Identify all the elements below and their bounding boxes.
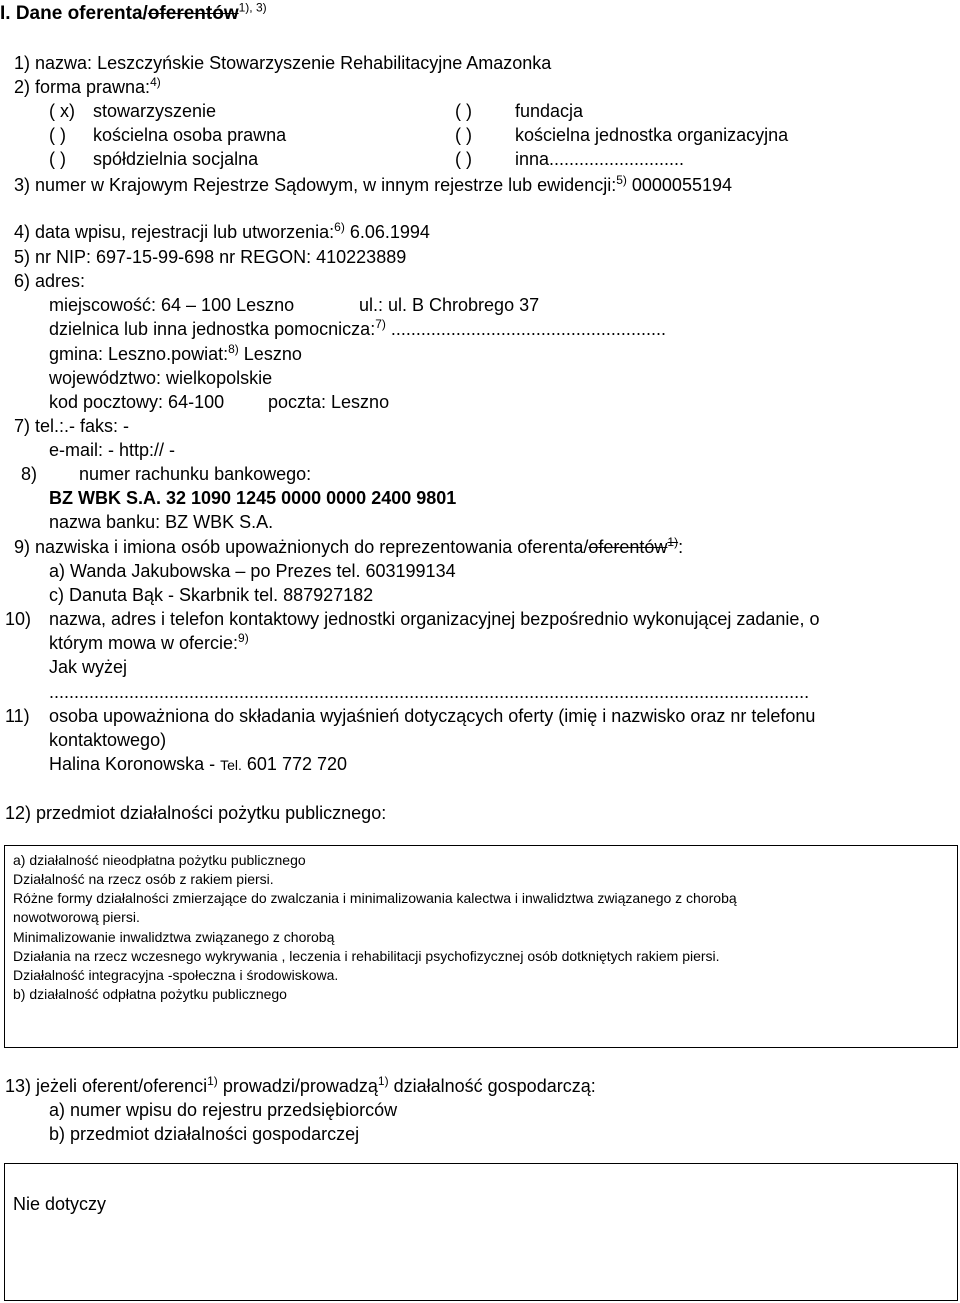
address-city: miejscowość: 64 – 100 Leszno — [49, 295, 295, 315]
contact-person-phone: 601 772 720 — [246, 754, 348, 774]
address-gmina-text: gmina: Leszno.powiat: — [49, 344, 229, 364]
activities-box — [4, 845, 958, 1048]
item-business-sup2: 1) — [377, 1074, 389, 1088]
address-district-label: dzielnica lub inna jednostka pomocnicza: — [49, 319, 376, 339]
item-contact-line2: kontaktowego) — [49, 730, 167, 750]
item-registration-date — [14, 220, 430, 242]
item-unit-line2 — [49, 631, 249, 653]
bank-name: nazwa banku: BZ WBK S.A. — [49, 512, 274, 532]
legal-form-option[interactable] — [455, 102, 472, 120]
item-public-benefit: 12) przedmiot działalności pożytku publicznego: — [5, 803, 387, 823]
item-krs-footnote: 5) — [616, 173, 627, 187]
legal-form-mark: ( ) — [49, 125, 66, 145]
legal-form-option[interactable] — [455, 150, 472, 168]
activity-line: Działania na rzecz wczesnego wykrywania , leczenia i rehabilitacji psychofizycznej osób dotkniętych rakiem piersi. — [13, 948, 720, 964]
item-unit-line1: nazwa, adres i telefon kontaktowy jednostki organizacyjnej bezpośrednio wykonującej zadanie, o — [49, 609, 820, 629]
item-name-label: 1) nazwa: — [14, 53, 93, 73]
item-legal-form-label: 2) forma prawna: — [14, 77, 151, 97]
legal-form-mark: ( ) — [455, 149, 472, 169]
item-krs-label: 3) numer w Krajowym Rejestrze Sądowym, w innym rejestrze lub ewidencji: — [14, 175, 617, 195]
item-phone-fax: 7) tel.:.- faks: - — [14, 416, 130, 436]
legal-form-label — [515, 150, 684, 168]
activity-line: nowotworową piersi. — [13, 909, 140, 925]
item-name-value: Leszczyńskie Stowarzyszenie Rehabilitacyjne Amazonka — [97, 53, 552, 73]
item-representatives-struck: oferentów — [588, 537, 668, 557]
activity-line: a) działalność nieodpłatna pożytku publicznego — [13, 852, 306, 868]
item-nip-regon: 5) nr NIP: 697-15-99-698 nr REGON: 410223889 — [14, 247, 407, 267]
representative-c: c) Danuta Bąk - Skarbnik tel. 887927182 — [49, 585, 374, 605]
address-district-footnote: 7) — [375, 317, 386, 331]
section-title — [0, 0, 267, 24]
legal-form-label — [93, 126, 286, 144]
legal-form-option[interactable] — [455, 126, 472, 144]
legal-form-option[interactable] — [49, 102, 75, 120]
item-business-activity — [5, 1074, 596, 1096]
legal-form-mark: ( ) — [455, 101, 472, 121]
representative-a: a) Wanda Jakubowska – po Prezes tel. 603199134 — [49, 561, 456, 581]
address-street: ul.: ul. B Chrobrego 37 — [359, 295, 540, 315]
legal-form-label — [93, 102, 216, 120]
legal-form-option[interactable] — [49, 150, 66, 168]
legal-form-text: stowarzyszenie — [93, 101, 217, 121]
item-email-www: e-mail: - http:// - — [49, 440, 176, 460]
item-unit-num: 10) — [5, 609, 32, 629]
item-krs-value: 0000055194 — [631, 175, 732, 195]
item-address-label: 6) adres: — [14, 271, 86, 291]
item-representatives-label: 9) nazwiska i imiona osób upoważnionych do reprezentowania oferenta/ — [14, 537, 589, 557]
address-powiat-footnote: 8) — [228, 342, 239, 356]
item-legal-form — [14, 75, 161, 97]
contact-person — [49, 755, 347, 773]
item-representatives-colon: : — [678, 537, 684, 557]
activity-line: b) działalność odpłatna pożytku publicznego — [13, 986, 287, 1002]
legal-form-text: kościelna osoba prawna — [93, 125, 287, 145]
contact-person-name: Halina Koronowska - — [49, 754, 216, 774]
business-box — [4, 1163, 958, 1301]
address-gmina — [49, 342, 302, 364]
activity-line: Działalność na rzecz osób z rakiem piersi. — [13, 871, 274, 887]
item-business-p1: 13) jeżeli oferent/oferenci — [5, 1076, 208, 1096]
address-district-dots: ....................................................... — [390, 319, 666, 339]
item-unit-line2-text: którym mowa w ofercie: — [49, 633, 239, 653]
item-registration-date-value: 6.06.1994 — [349, 222, 430, 242]
address-postal-code: kod pocztowy: 64-100 — [49, 392, 225, 412]
bank-account-number: BZ WBK S.A. 32 1090 1245 0000 0000 2400 9801 — [49, 488, 457, 508]
item-unit-value: Jak wyżej — [49, 657, 128, 677]
item-name — [14, 54, 551, 72]
section-title-struck: oferentów — [147, 3, 239, 24]
legal-form-label — [515, 102, 583, 120]
item-bank-text: numer rachunku bankowego: — [79, 464, 312, 484]
legal-form-text: kościelna jednostka organizacyjna — [515, 125, 789, 145]
item-krs — [14, 173, 732, 195]
legal-form-mark: ( ) — [455, 125, 472, 145]
business-register-number: a) numer wpisu do rejestru przedsiębiorców — [49, 1100, 398, 1120]
legal-form-text: inna........................... — [515, 149, 685, 169]
address-voivodeship: województwo: wielkopolskie — [49, 368, 273, 388]
legal-form-mark: ( x) — [49, 101, 75, 121]
legal-form-text: spółdzielnia socjalna — [93, 149, 259, 169]
legal-form-text: fundacja — [515, 101, 584, 121]
legal-form-mark: ( ) — [49, 149, 66, 169]
item-contact-num: 11) — [5, 706, 30, 726]
section-title-prefix: I. Dane oferenta/ — [0, 3, 148, 24]
item-unit-footnote: 9) — [238, 631, 249, 645]
contact-person-tel-label: Tel. — [220, 757, 242, 773]
legal-form-option[interactable] — [49, 126, 66, 144]
legal-form-label — [93, 150, 258, 168]
activity-line: Działalność integracyjna -społeczna i środowiskowa. — [13, 967, 339, 983]
legal-form-label — [515, 126, 788, 144]
item-representatives-footnote: 1) — [667, 535, 679, 549]
item-business-p2: prowadzi/prowadzą — [222, 1076, 378, 1096]
item-bank-label: 8) — [21, 464, 38, 484]
address-post-office: poczta: Leszno — [268, 392, 390, 412]
section-title-footnote: 1), 3) — [238, 0, 267, 15]
item-legal-form-footnote: 4) — [150, 75, 161, 89]
item-registration-date-label: 4) data wpisu, rejestracji lub utworzenia: — [14, 222, 335, 242]
item-business-p3: działalność gospodarczą: — [393, 1076, 596, 1096]
item-contact-line1: osoba upoważniona do składania wyjaśnień dotyczących oferty (imię i nazwisko oraz nr telefonu — [49, 706, 816, 726]
address-powiat-value: Leszno — [243, 344, 302, 364]
business-subject: b) przedmiot działalności gospodarczej — [49, 1124, 360, 1144]
item-unit-dots: ........................................................................................................................................................ — [49, 683, 810, 701]
item-representatives — [14, 535, 684, 557]
item-business-sup1: 1) — [207, 1074, 218, 1088]
business-box-text: Nie dotyczy — [13, 1194, 107, 1214]
address-district — [49, 317, 666, 339]
activity-line: Różne formy działalności zmierzające do zwalczania i minimalizowania kalectwa i inwalidztwa związanego z chorobą — [13, 890, 737, 906]
item-registration-date-footnote: 6) — [334, 220, 345, 234]
activity-line: Minimalizowanie inwalidztwa związanego z chorobą — [13, 929, 335, 945]
